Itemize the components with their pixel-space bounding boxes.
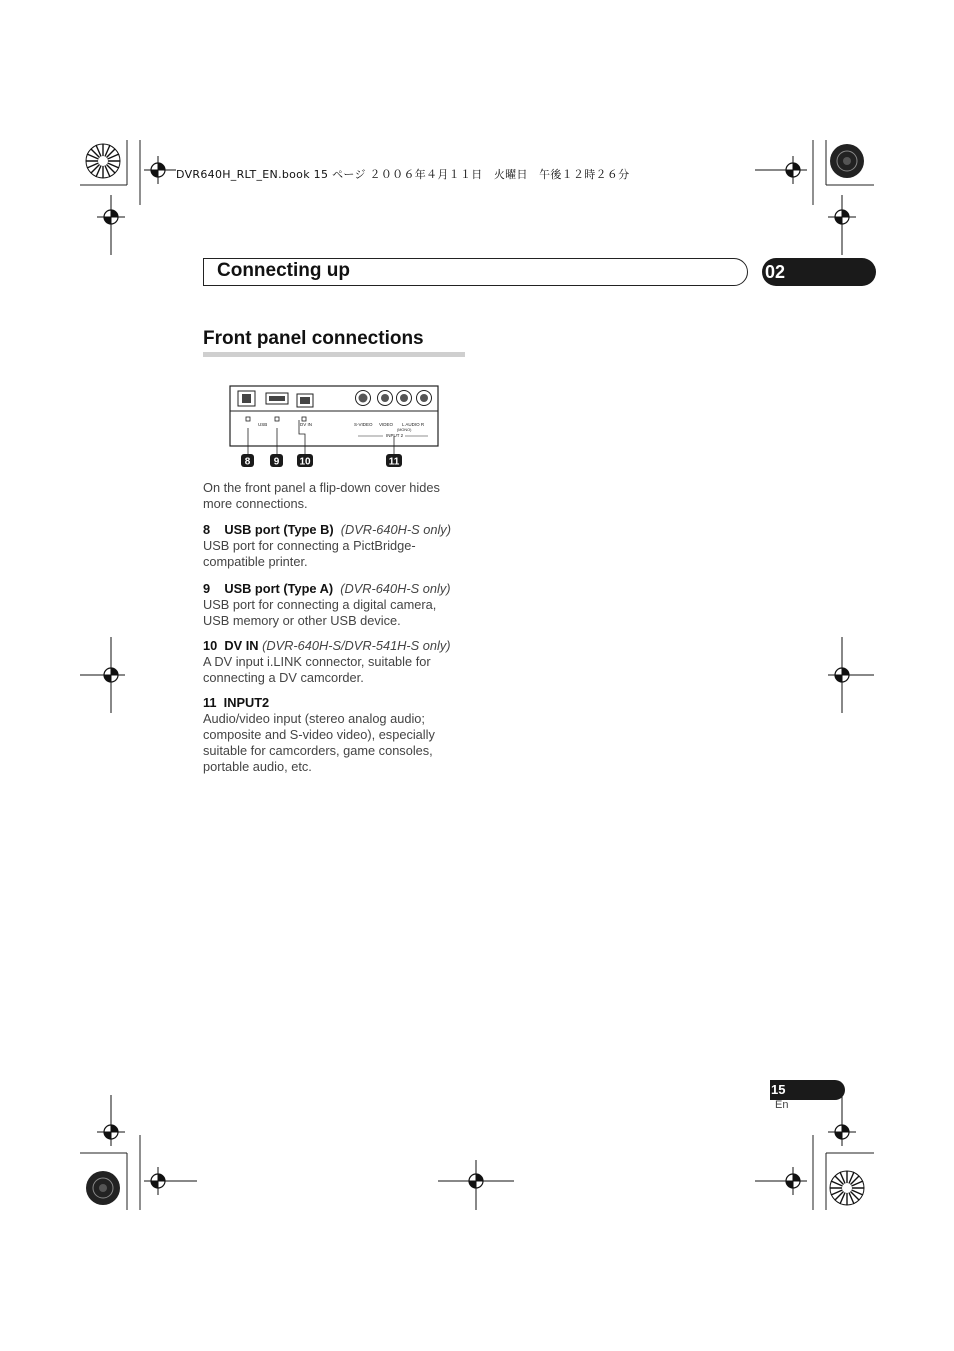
video-label: VIDEO bbox=[379, 422, 394, 427]
item-description: Audio/video input (stereo analog audio; composite and S-video video), especially suitable for camcorders, game consoles, portable audio, etc. bbox=[203, 711, 435, 774]
item-title: USB port (Type A) bbox=[224, 581, 334, 596]
item-title: DV IN bbox=[224, 638, 259, 653]
front-panel-diagram bbox=[228, 384, 442, 470]
s-video-label: S-VIDEO bbox=[354, 422, 373, 427]
usb-label: USB bbox=[258, 422, 268, 427]
item-number: 11 bbox=[203, 695, 217, 710]
section-underline bbox=[203, 352, 465, 357]
item-description: A DV input i.LINK connector, suitable for connecting a DV camcorder. bbox=[203, 654, 431, 685]
item-description: USB port for connecting a PictBridge-compatible printer. bbox=[203, 538, 416, 569]
item-number: 10 bbox=[203, 638, 218, 653]
input2-label: INPUT 2 bbox=[386, 433, 404, 438]
page-language: En bbox=[775, 1099, 789, 1111]
item-note: (DVR-640H-S only) bbox=[340, 581, 451, 596]
item-title: INPUT2 bbox=[223, 695, 270, 710]
item-11 bbox=[203, 695, 463, 775]
mono-label: (MONO) bbox=[397, 428, 412, 432]
item-number: 9 bbox=[203, 581, 211, 596]
print-header: DVR640H_RLT_EN.book 15 ページ ２００６年４月１１日 火曜日 午後１２時２６分 bbox=[176, 168, 630, 181]
chapter-number-badge: 02 bbox=[762, 258, 876, 286]
item-10 bbox=[203, 638, 463, 686]
section-title: Front panel connections bbox=[203, 328, 424, 349]
item-title: USB port (Type B) bbox=[224, 522, 334, 537]
callout-9: 9 bbox=[273, 456, 280, 468]
callout-8: 8 bbox=[244, 456, 251, 468]
item-8 bbox=[203, 522, 463, 570]
page-number-tab: 15 bbox=[770, 1080, 845, 1100]
intro-paragraph: On the front panel a flip-down cover hides more connections. bbox=[203, 480, 440, 511]
callout-10: 10 bbox=[299, 456, 311, 468]
callout-11: 11 bbox=[388, 456, 400, 468]
item-note: (DVR-640H-S/DVR-541H-S only) bbox=[262, 638, 451, 653]
dv-in-label: DV IN bbox=[300, 422, 313, 427]
audio-label: L AUDIO R bbox=[402, 422, 425, 427]
chapter-title: Connecting up bbox=[217, 260, 350, 281]
item-note: (DVR-640H-S only) bbox=[340, 522, 451, 537]
item-description: USB port for connecting a digital camera, USB memory or other USB device. bbox=[203, 597, 437, 628]
item-9 bbox=[203, 581, 463, 629]
item-number: 8 bbox=[203, 522, 211, 537]
